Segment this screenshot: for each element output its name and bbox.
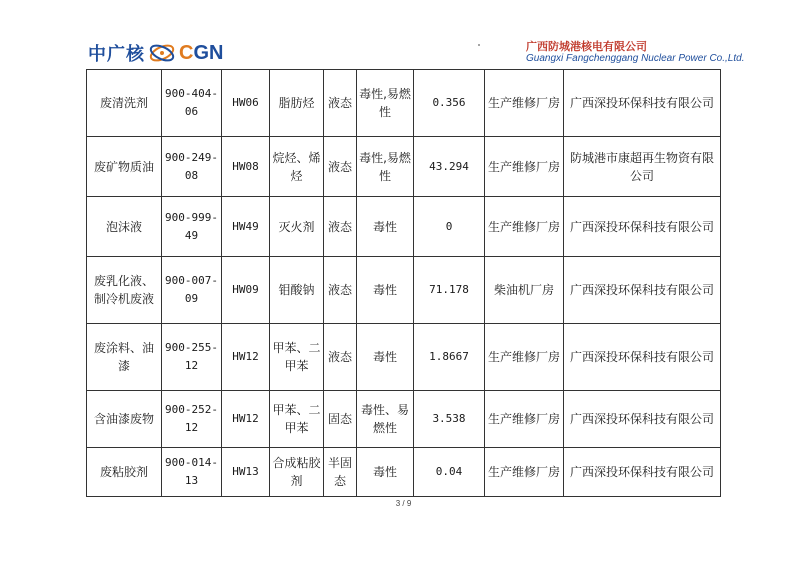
location-cell: 生产维修厂房 <box>485 324 564 391</box>
amount-cell: 1.8667 <box>414 324 485 391</box>
location-cell: 生产维修厂房 <box>485 70 564 137</box>
amount-cell: 43.294 <box>414 137 485 197</box>
location-cell: 生产维修厂房 <box>485 448 564 497</box>
waste-category-cell: HW09 <box>222 257 270 324</box>
disposal-unit-cell: 广西深投环保科技有限公司 <box>564 448 721 497</box>
waste-name-cell: 废清洗剂 <box>87 70 162 137</box>
waste-name-cell: 废涂料、油漆 <box>87 324 162 391</box>
state-cell: 固态 <box>324 391 357 448</box>
cgn-logo <box>88 40 223 66</box>
page-header <box>0 0 807 70</box>
waste-category-cell: HW13 <box>222 448 270 497</box>
table-body <box>87 70 721 497</box>
hazard-cell: 毒性 <box>357 257 414 324</box>
state-cell: 半固态 <box>324 448 357 497</box>
hazard-cell: 毒性,易燃性 <box>357 70 414 137</box>
table-row <box>87 324 721 391</box>
hazard-cell: 毒性、易燃性 <box>357 391 414 448</box>
amount-cell: 71.178 <box>414 257 485 324</box>
table-row <box>87 70 721 137</box>
component-cell: 灭火剂 <box>270 197 324 257</box>
logo-cn-text: 中广核 <box>88 44 145 65</box>
table-row <box>87 448 721 497</box>
hazard-cell: 毒性,易燃性 <box>357 137 414 197</box>
waste-code-cell: 900-007-09 <box>162 257 222 324</box>
waste-name-cell: 含油漆废物 <box>87 391 162 448</box>
table-row <box>87 137 721 197</box>
state-cell: 液态 <box>324 324 357 391</box>
page-indicator: 3 / 9 <box>395 499 412 508</box>
amount-cell: 0.356 <box>414 70 485 137</box>
hazard-cell: 毒性 <box>357 197 414 257</box>
location-cell: 生产维修厂房 <box>485 391 564 448</box>
waste-code-cell: 900-014-13 <box>162 448 222 497</box>
location-cell: 生产维修厂房 <box>485 197 564 257</box>
waste-code-cell: 900-255-12 <box>162 324 222 391</box>
logo-en-text: CGN <box>179 41 224 64</box>
waste-category-cell: HW06 <box>222 70 270 137</box>
waste-category-cell: HW08 <box>222 137 270 197</box>
component-cell: 钼酸钠 <box>270 257 324 324</box>
table-row <box>87 197 721 257</box>
amount-cell: 0.04 <box>414 448 485 497</box>
hazard-cell: 毒性 <box>357 324 414 391</box>
waste-code-cell: 900-999-49 <box>162 197 222 257</box>
separator-dot <box>478 44 480 46</box>
cgn-atom-icon <box>147 42 177 64</box>
disposal-unit-cell: 防城港市康超再生物资有限公司 <box>564 137 721 197</box>
location-cell: 柴油机厂房 <box>485 257 564 324</box>
waste-name-cell: 废乳化液、制冷机废液 <box>87 257 162 324</box>
state-cell: 液态 <box>324 197 357 257</box>
waste-name-cell: 废矿物质油 <box>87 137 162 197</box>
state-cell: 液态 <box>324 70 357 137</box>
amount-cell: 0 <box>414 197 485 257</box>
disposal-unit-cell: 广西深投环保科技有限公司 <box>564 257 721 324</box>
waste-code-cell: 900-252-12 <box>162 391 222 448</box>
company-name-cn: 广西防城港核电有限公司 <box>526 40 647 53</box>
waste-category-cell: HW12 <box>222 391 270 448</box>
disposal-unit-cell: 广西深投环保科技有限公司 <box>564 70 721 137</box>
table-row <box>87 391 721 448</box>
disposal-unit-cell: 广西深投环保科技有限公司 <box>564 324 721 391</box>
component-cell: 甲苯、二甲苯 <box>270 391 324 448</box>
waste-category-cell: HW49 <box>222 197 270 257</box>
waste-category-cell: HW12 <box>222 324 270 391</box>
table-row <box>87 257 721 324</box>
hazard-cell: 毒性 <box>357 448 414 497</box>
component-cell: 甲苯、二甲苯 <box>270 324 324 391</box>
company-name-en: Guangxi Fangchenggang Nuclear Power Co.,Ltd. <box>526 53 745 64</box>
company-name <box>526 40 744 65</box>
state-cell: 液态 <box>324 257 357 324</box>
waste-code-cell: 900-404-06 <box>162 70 222 137</box>
hazardous-waste-table <box>86 69 721 497</box>
component-cell: 烷烃、烯烃 <box>270 137 324 197</box>
disposal-unit-cell: 广西深投环保科技有限公司 <box>564 391 721 448</box>
component-cell: 合成粘胶剂 <box>270 448 324 497</box>
state-cell: 液态 <box>324 137 357 197</box>
waste-name-cell: 废粘胶剂 <box>87 448 162 497</box>
component-cell: 脂肪烃 <box>270 70 324 137</box>
waste-name-cell: 泡沫液 <box>87 197 162 257</box>
location-cell: 生产维修厂房 <box>485 137 564 197</box>
disposal-unit-cell: 广西深投环保科技有限公司 <box>564 197 721 257</box>
amount-cell: 3.538 <box>414 391 485 448</box>
waste-code-cell: 900-249-08 <box>162 137 222 197</box>
